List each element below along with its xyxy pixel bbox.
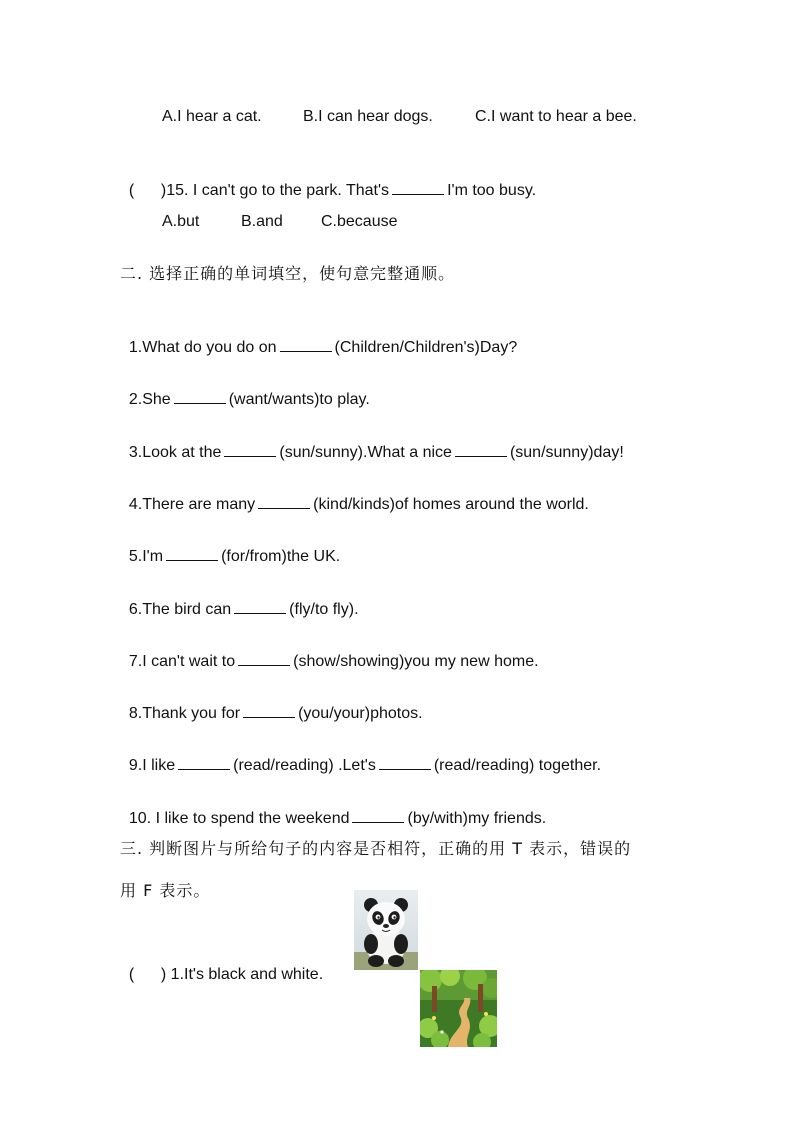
fill-item-5: 5.I'm (for/from)the UK. (128, 548, 341, 565)
q14-option-c: C.I want to hear a bee. (475, 108, 637, 125)
q14-option-a: A.I hear a cat. (162, 108, 262, 125)
fill-item-2: 2.She (want/wants)to play. (128, 391, 370, 408)
fill-item-1: 1.What do you do on (Children/Children's)Day? (128, 339, 518, 356)
fill-item-6: 6.The bird can (fly/to fly). (128, 601, 359, 618)
section-3-heading-line2: 用 F 表示。 (120, 881, 211, 900)
q15-option-b: B.and (241, 213, 283, 230)
answer-blank[interactable] (234, 599, 286, 614)
q14-option-b: B.I can hear dogs. (303, 108, 433, 125)
answer-blank[interactable] (243, 703, 295, 718)
answer-blank[interactable] (174, 389, 226, 404)
question-15-text-before: 15. I can't go to the park. That's (166, 182, 390, 199)
forest-path-image (420, 970, 497, 1047)
answer-blank[interactable] (238, 651, 290, 666)
answer-blank[interactable] (280, 337, 332, 352)
forest-illustration (420, 970, 497, 1047)
answer-blank[interactable] (392, 180, 444, 195)
answer-blank[interactable] (224, 442, 276, 457)
answer-blank[interactable] (258, 494, 310, 509)
fill-item-7: 7.I can't wait to (show/showing)you my new home. (128, 653, 539, 670)
section-3-heading-line1: 三. 判断图片与所给句子的内容是否相符，正确的用 T 表示，错误的 (120, 839, 632, 858)
fill-item-9: 9.I like (read/reading) .Let's (read/reading) together. (128, 757, 602, 774)
answer-blank[interactable] (455, 442, 507, 457)
answer-paren[interactable]: ( ) (128, 182, 167, 199)
fill-item-4: 4.There are many (kind/kinds)of homes around the world. (128, 496, 589, 513)
fill-item-8: 8.Thank you for (you/your)photos. (128, 705, 423, 722)
section-2-heading: 二. 选择正确的单词填空，使句意完整通顺。 (120, 264, 456, 283)
answer-paren[interactable]: ( ) (128, 966, 167, 983)
fill-item-3: 3.Look at the (sun/sunny).What a nice (sun/sunny)day! (128, 444, 624, 461)
answer-blank[interactable] (166, 546, 218, 561)
answer-blank[interactable] (379, 755, 431, 770)
fill-item-10: 10. I like to spend the weekend (by/with)my friends. (128, 810, 547, 827)
q15-option-a: A.but (162, 213, 200, 230)
question-15 (120, 158, 536, 202)
q15-option-c: C.because (321, 213, 398, 230)
panda-illustration (354, 890, 418, 970)
answer-blank[interactable] (178, 755, 230, 770)
answer-blank[interactable] (352, 808, 404, 823)
panda-image (354, 890, 418, 970)
question-15-text-after: I'm too busy. (447, 182, 537, 199)
judge-item-1: ( ) 1.It's black and white. (128, 966, 324, 983)
